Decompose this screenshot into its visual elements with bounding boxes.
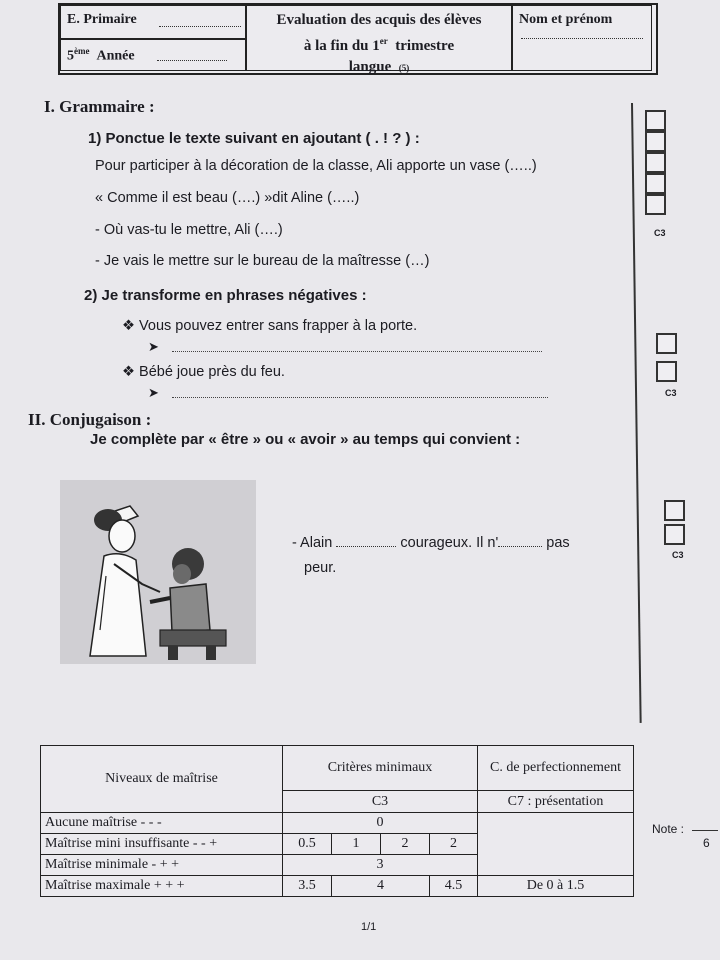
header-table (58, 3, 658, 75)
conjugaison-instruction: Je complète par « être » ou « avoir » au temps qui convient : (90, 431, 521, 448)
margin-line (631, 103, 642, 723)
school-label: E. Primaire (67, 12, 137, 27)
name-cell (512, 5, 652, 71)
criterion-label: C3 (672, 550, 684, 560)
q2-item-2: ❖ Bébé joue près du feu. (122, 364, 285, 380)
row-label: Aucune maîtrise - - - (41, 813, 283, 834)
score-box[interactable] (645, 173, 666, 194)
row-value: 1 (332, 834, 381, 855)
q1-line-1: Pour participer à la décoration de la classe, Ali apporte un vase (…..) (95, 158, 537, 174)
score-box[interactable] (664, 524, 685, 545)
q1-line-4: - Je vais le mettre sur le bureau de la maîtresse (…) (95, 253, 430, 269)
note-label: Note : (652, 822, 685, 836)
section-conjugaison-title: II. Conjugaison : (28, 410, 152, 429)
school-cell (60, 5, 246, 39)
score-box[interactable] (656, 333, 677, 354)
score-box[interactable] (645, 194, 666, 215)
header-levels: Niveaux de maîtrise (41, 746, 283, 813)
subheader-c3: C3 (283, 791, 478, 813)
name-label: Nom et prénom (519, 12, 613, 27)
row-label: Maîtrise minimale - + + (41, 855, 283, 876)
arrow-bullet-icon: ➤ (148, 386, 159, 401)
illustration-svg (60, 480, 256, 664)
answer-line-2[interactable] (172, 397, 548, 398)
row-label: Maîtrise mini insuffisante - - + (41, 834, 283, 855)
row-label: Maîtrise maximale + + + (41, 876, 283, 897)
diamond-bullet-icon: ❖ (122, 364, 135, 380)
grade-cell (60, 39, 246, 71)
conjugaison-sentence-end: peur. (304, 560, 337, 576)
page-number: 1/1 (361, 921, 377, 933)
school-dots[interactable] (159, 26, 241, 27)
score-box[interactable] (645, 152, 666, 173)
q2-item-1: ❖ Vous pouvez entrer sans frapper à la porte. (122, 318, 418, 334)
diamond-bullet-icon: ❖ (122, 318, 135, 334)
criterion-label: C3 (665, 388, 677, 398)
name-dots[interactable] (521, 38, 643, 39)
mastery-table (40, 745, 634, 897)
section-grammaire-title: I. Grammaire : (44, 97, 155, 116)
note-total: 6 (703, 836, 710, 850)
score-box[interactable] (645, 131, 666, 152)
perf-value: De 0 à 1.5 (478, 876, 634, 897)
score-box[interactable] (656, 361, 677, 382)
subheader-c7: C7 : présentation (478, 791, 634, 813)
nurse-child-illustration (60, 480, 256, 664)
header-minimal-criteria: Critères minimaux (283, 746, 478, 791)
conjugaison-sentence: - Alain courageux. Il n' pas (292, 535, 570, 551)
evaluation-title: Evaluation des acquis des élèves à la fin du 1er trimestre langue (5) (276, 12, 482, 75)
blank-etre[interactable] (336, 546, 396, 547)
row-value: 0.5 (283, 834, 332, 855)
answer-line-1[interactable] (172, 351, 542, 352)
title-cell (246, 5, 512, 75)
question-1-title: 1) Ponctue le texte suivant en ajoutant ( . ! ? ) : (88, 130, 420, 147)
question-2-title: 2) Je transforme en phrases négatives : (84, 287, 367, 304)
perf-empty-cell (478, 813, 634, 876)
score-box[interactable] (645, 110, 666, 131)
row-value: 2 (430, 834, 478, 855)
score-box[interactable] (664, 500, 685, 521)
criterion-label: C3 (654, 228, 666, 238)
arrow-bullet-icon: ➤ (148, 340, 159, 355)
q1-line-2: « Comme il est beau (….) »dit Aline (…..) (95, 190, 360, 206)
row-value: 4.5 (430, 876, 478, 897)
row-value: 0 (283, 813, 478, 834)
row-value: 4 (332, 876, 430, 897)
row-value: 3.5 (283, 876, 332, 897)
note-fraction-line[interactable] (692, 830, 718, 831)
q1-line-3: - Où vas-tu le mettre, Ali (….) (95, 222, 283, 238)
grade-label: 5ème Année (67, 46, 135, 64)
header-perfection: C. de perfectionnement (478, 746, 634, 791)
row-value: 3 (283, 855, 478, 876)
row-value: 2 (381, 834, 430, 855)
blank-avoir[interactable] (498, 546, 542, 547)
grade-dots[interactable] (157, 60, 227, 61)
